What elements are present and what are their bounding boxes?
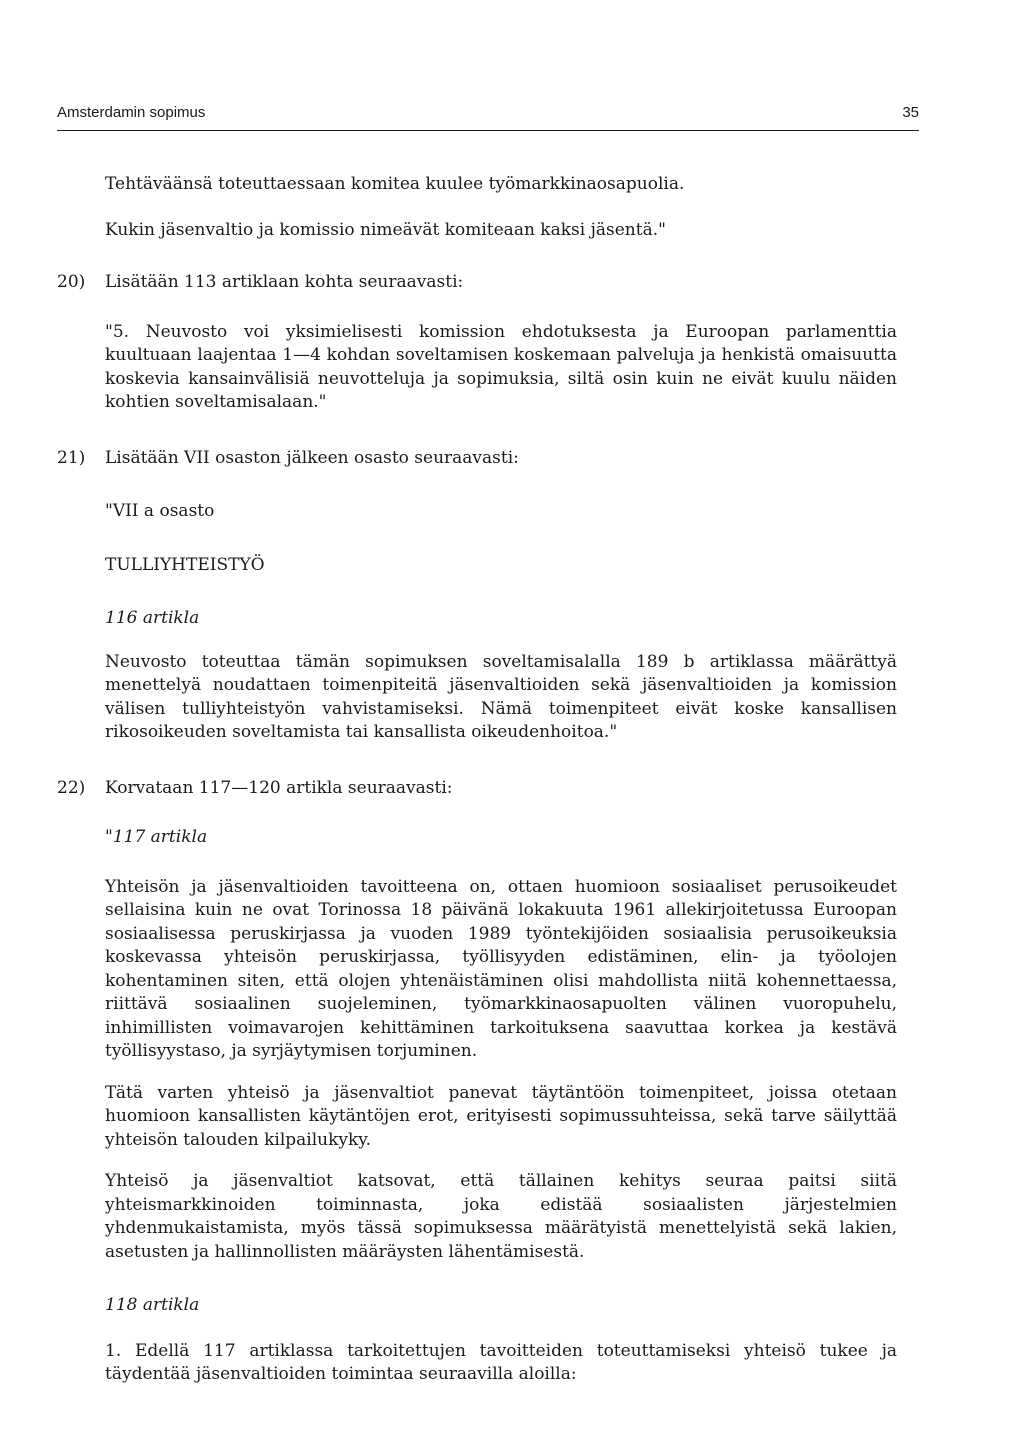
article-heading-117: "117 artikla bbox=[105, 827, 208, 847]
amendment-item-22 bbox=[57, 777, 897, 801]
item-number: 20) bbox=[57, 272, 86, 292]
article-heading-118: 118 artikla bbox=[105, 1295, 200, 1315]
header-title: Amsterdamin sopimus bbox=[57, 104, 206, 121]
amendment-19-tail bbox=[57, 173, 897, 242]
paragraph-kohta-5: "5. Neuvosto voi yksimielisesti komission ehdotuksesta ja Euroopan parlamenttia kuultuaan laajentaa 1—4 kohdan soveltamisen koskemaan palveluja ja henkistä omaisuutta koskevia kansainvälisiä neuvotteluja ja sopimuksia, siltä osin kuin ne eivät kuulu näiden kohtien soveltamisalaan." bbox=[105, 321, 897, 412]
item-number: 22) bbox=[57, 777, 86, 798]
page-body bbox=[57, 173, 897, 1387]
item-number: 21) bbox=[57, 447, 86, 468]
item-text: Korvataan 117—120 artikla seuraavasti: bbox=[105, 777, 453, 798]
paragraph-article-117-1: Yhteisön ja jäsenvaltioiden tavoitteena on, ottaen huomioon sosiaaliset perusoikeudet sellaisina kuin ne ovat Torinossa 18 päivänä lokakuuta 1961 allekirjoitetussa Euroopan sosiaalisessa peruskirjassa ja vuoden 1989 työntekijöiden sosiaalisia perusoikeuksia koskevassa yhteisön peruskirjassa, työllisyyden edistäminen, elin- ja työolojen kohentaminen siten, että olojen yhtenäistäminen olisi mahdollista niitä kohennettaessa, riittävä sosiaalinen suojeleminen, työmarkkinaosapuolten välinen vuoropuhelu, inhimillisten voimavarojen kehittäminen tarkoituksena saavuttaa korkea ja kestävä työllisyystaso, ja syrjäytymisen torjuminen. bbox=[105, 876, 897, 1061]
amendment-22-body bbox=[57, 826, 897, 1387]
paragraph-article-118-1: 1. Edellä 117 artiklassa tarkoitettujen tavoitteiden toteuttamiseksi yhteisö tukee ja täydentää jäsenvaltioiden toimintaa seuraavilla aloilla: bbox=[105, 1340, 897, 1384]
running-header bbox=[57, 104, 919, 131]
amendment-item-21 bbox=[57, 447, 897, 471]
amendment-item-20 bbox=[57, 271, 897, 295]
article-heading-116: 116 artikla bbox=[105, 608, 200, 628]
paragraph-article-117-2: Tätä varten yhteisö ja jäsenvaltiot panevat täytäntöön toimenpiteet, joissa otetaan huomioon kansallisten käytäntöjen erot, erityisesti sopimussuhteissa, sekä tarve säilyttää yhteisön talouden kilpailukyky. bbox=[105, 1082, 897, 1150]
item-text: Lisätään VII osaston jälkeen osasto seuraavasti: bbox=[105, 447, 519, 468]
item-text: Lisätään 113 artiklaan kohta seuraavasti: bbox=[105, 272, 464, 292]
paragraph-article-116: Neuvosto toteuttaa tämän sopimuksen soveltamisalalla 189 b artiklassa määrättyä menettelyä noudattaen toimenpiteitä jäsenvaltioiden sekä jäsenvaltioiden ja komission välisen tulliyhteistyön vahvistamiseksi. Nämä toimenpiteet eivät koske kansallisen rikosoikeuden soveltamista tai kansallista oikeudenhoitoa." bbox=[105, 651, 897, 742]
section-label: "VII a osasto bbox=[105, 501, 215, 521]
paragraph-tehtavaansa: Tehtäväänsä toteuttaessaan komitea kuulee työmarkkinaosapuolia. bbox=[105, 174, 685, 194]
amendment-20-body bbox=[57, 321, 897, 415]
section-title: TULLIYHTEISTYÖ bbox=[105, 554, 265, 575]
paragraph-kukin: Kukin jäsenvaltio ja komissio nimeävät komiteaan kaksi jäsentä." bbox=[105, 219, 666, 240]
amendment-21-body bbox=[57, 500, 897, 745]
paragraph-article-117-3: Yhteisö ja jäsenvaltiot katsovat, että tällainen kehitys seuraa paitsi siitä yhteismarkkinoiden toiminnasta, joka edistää sosiaalisten järjestelmien yhdenmukaistamista, myös tässä sopimuksessa määrätyistä menettelyistä sekä lakien, asetusten ja hallinnollisten määräysten lähentämisestä. bbox=[105, 1171, 897, 1262]
page-number: 35 bbox=[902, 104, 919, 121]
